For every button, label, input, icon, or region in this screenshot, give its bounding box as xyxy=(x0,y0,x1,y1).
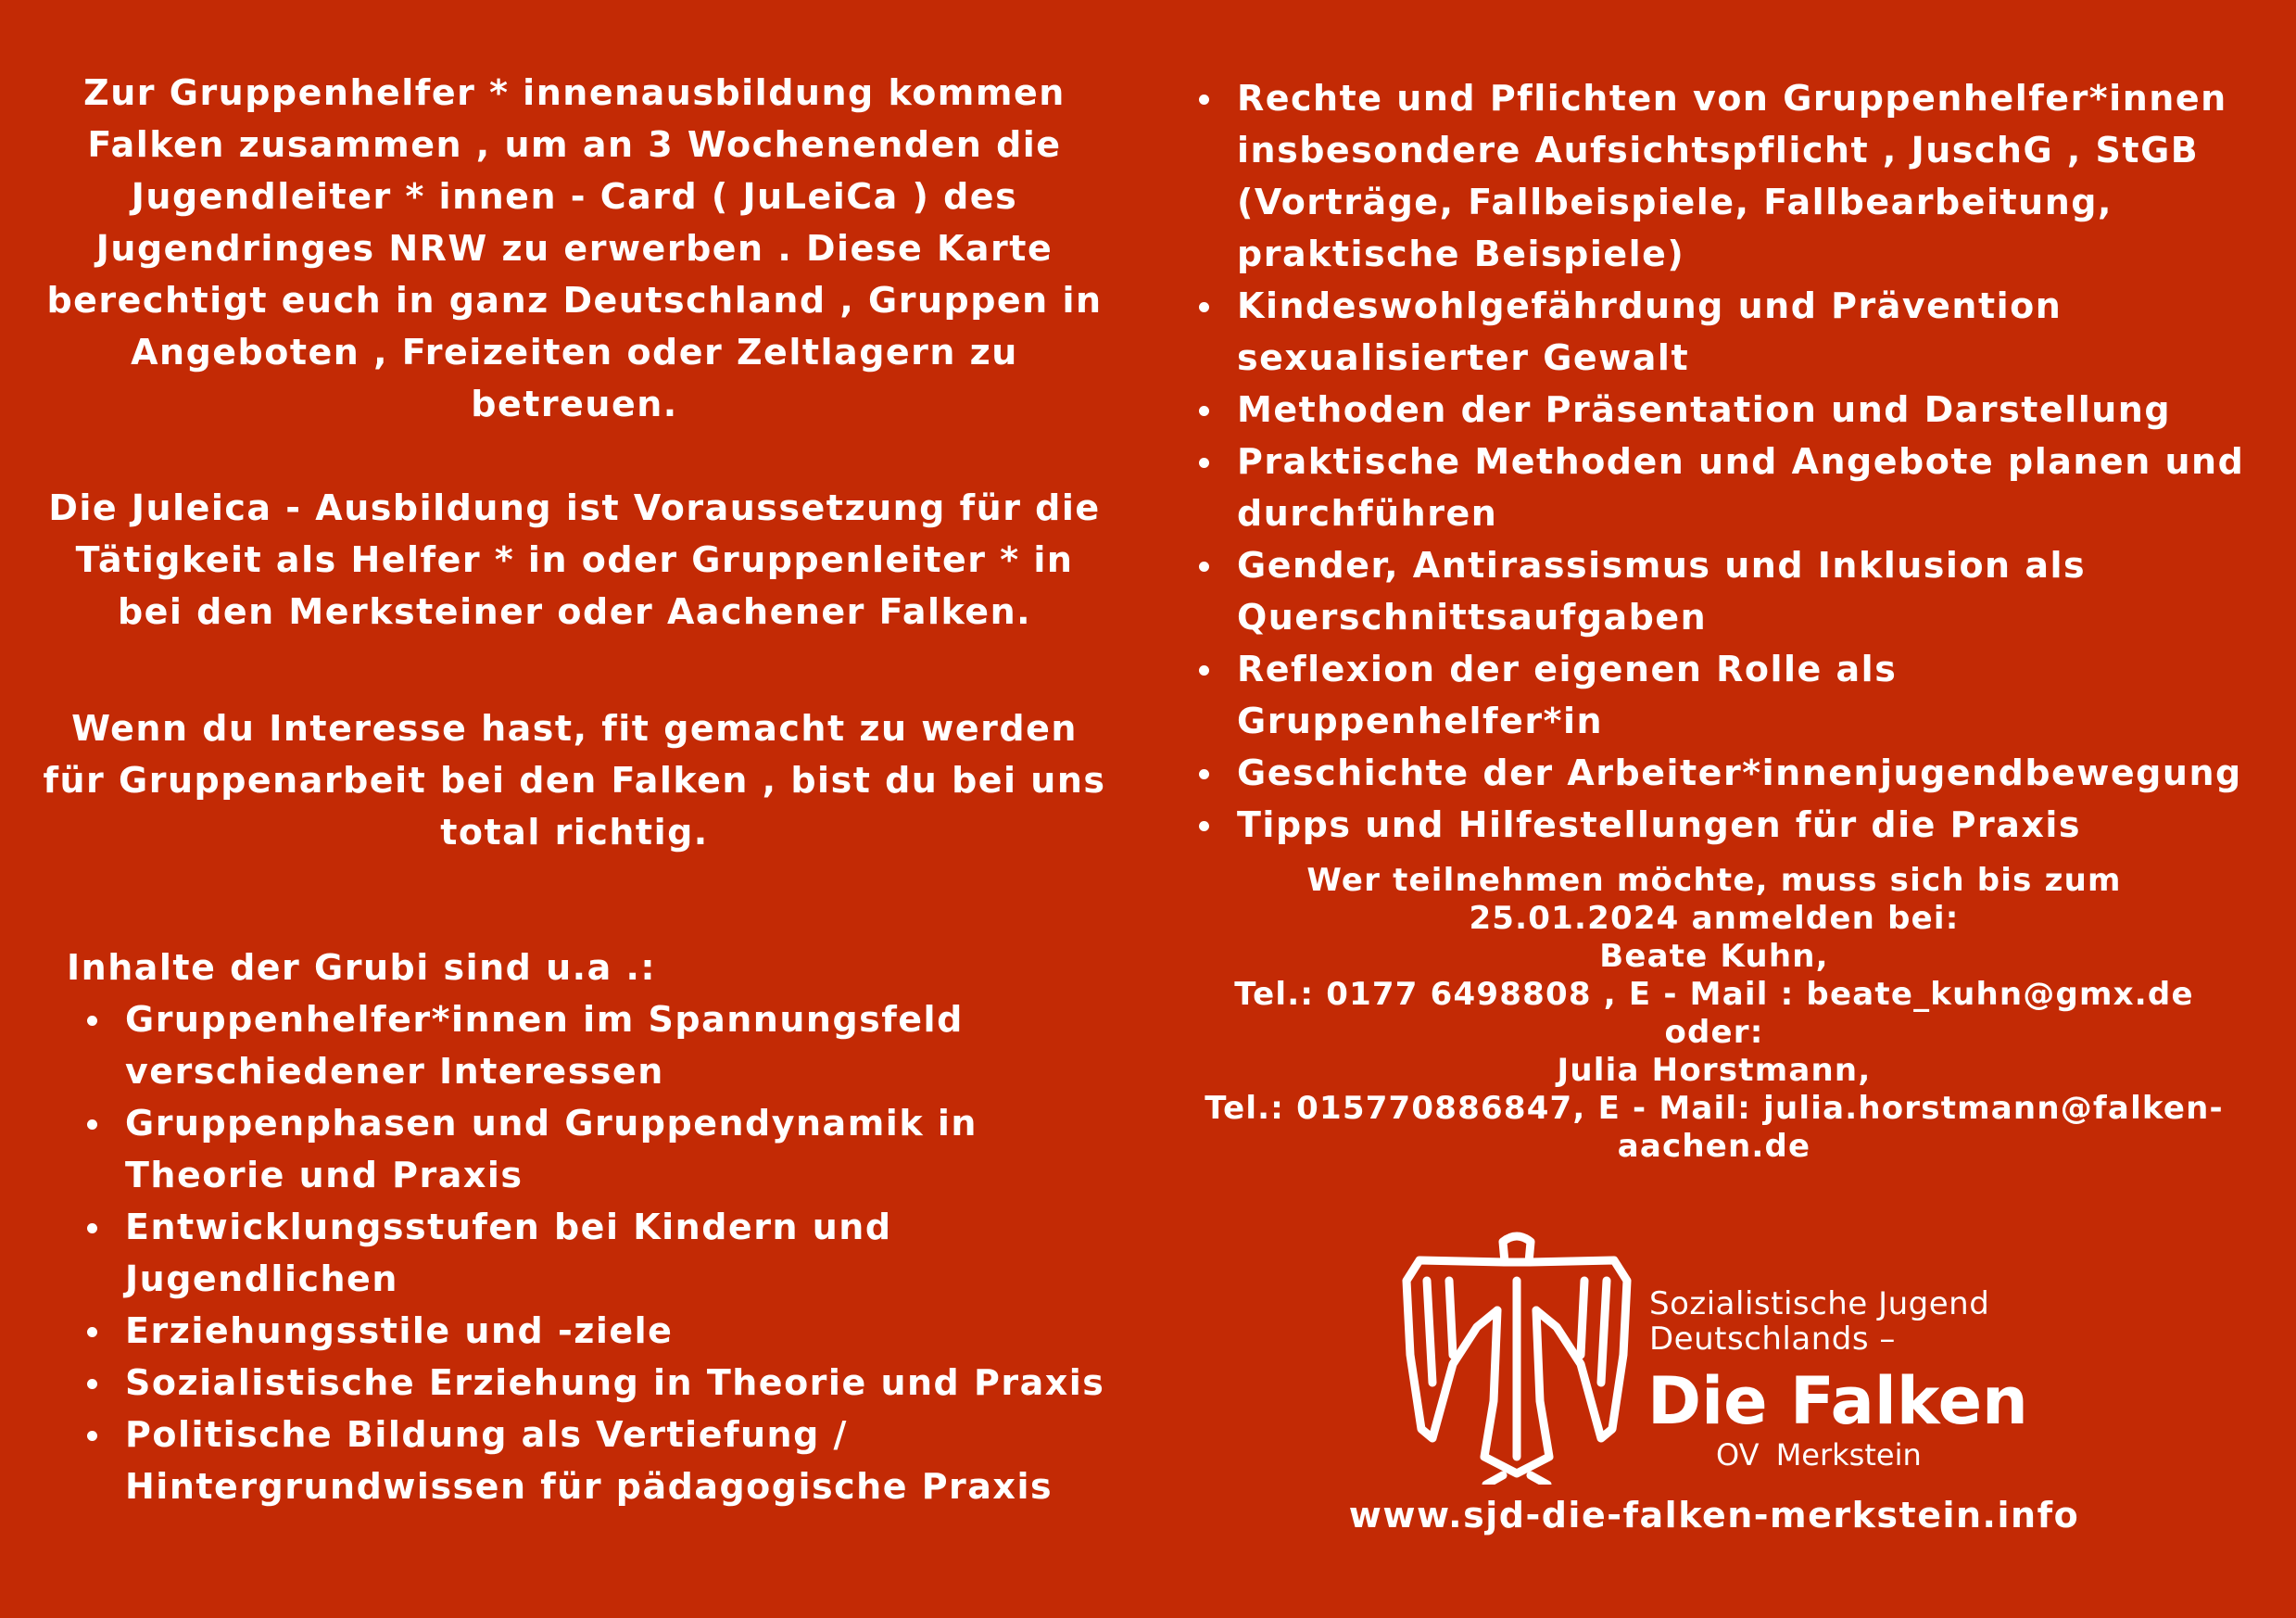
list-item: Geschichte der Arbeiter*innenjugendbewegung xyxy=(1186,747,2270,799)
list-item: Erziehungsstile und -ziele xyxy=(74,1305,1112,1357)
contents-title: Inhalte der Grubi sind u.a .: xyxy=(67,947,657,988)
intro-section xyxy=(37,67,1112,858)
list-item: Gruppenphasen und Gruppendynamik in Theorie und Praxis xyxy=(74,1097,1112,1201)
intro-paragraph-1: Zur Gruppenhelfer * innenausbildung kommen Falken zusammen , um an 3 Wochenenden die Jugendleiter * innen - Card ( JuLeiCa ) des Jugendringes NRW zu erwerben . Diese Karte berechtigt euch in ganz Deutschland , Gruppen in Angeboten , Freizeiten oder Zeltlagern zu betreuen. xyxy=(46,72,1103,424)
contact-block xyxy=(1205,862,2224,1166)
intro-paragraph-3: Wenn du Interesse hast, fit gemacht zu werden für Gruppenarbeit bei den Falken , bist du bei uns total richtig. xyxy=(43,708,1106,853)
contents-list-right xyxy=(1186,72,2270,851)
contact-person-1-details: Tel.: 0177 6498808 , E - Mail : beate_kuhn@gmx.de xyxy=(1234,976,2194,1013)
contents-right-column xyxy=(1186,72,2270,851)
contact-person-2-details: Tel.: 015770886847, E - Mail: julia.horstmann@falken-aachen.de xyxy=(1205,1090,2224,1165)
list-item: Kindeswohlgefährdung und Prävention sexualisierter Gewalt xyxy=(1186,280,2270,384)
contents-list-left xyxy=(74,993,1112,1512)
list-item: Praktische Methoden und Angebote planen und durchführen xyxy=(1186,436,2270,539)
list-item: Reflexion der eigenen Rolle als Gruppenhelfer*in xyxy=(1186,643,2270,747)
list-item: Entwicklungsstufen bei Kindern und Jugendlichen xyxy=(74,1201,1112,1305)
website-link[interactable]: www.sjd-die-falken-merkstein.info xyxy=(1348,1495,2080,1536)
logo-ov: OV Merkstein xyxy=(1716,1437,1922,1473)
list-item: Methoden der Präsentation und Darstellung xyxy=(1186,384,2270,436)
contact-person-1-name: Beate Kuhn, xyxy=(1599,938,1829,975)
list-item: Gruppenhelfer*innen im Spannungsfeld verschiedener Interessen xyxy=(74,993,1112,1097)
list-item: Politische Bildung als Vertiefung / Hintergrundwissen für pädagogische Praxis xyxy=(74,1409,1112,1512)
list-item: Tipps und Hilfestellungen für die Praxis xyxy=(1186,799,2270,851)
list-item: Gender, Antirassismus und Inklusion als Querschnittsaufgaben xyxy=(1186,539,2270,643)
registration-deadline: Wer teilnehmen möchte, muss sich bis zum 25.01.2024 anmelden bei: xyxy=(1306,862,2122,937)
falken-logo xyxy=(1401,1225,2105,1485)
contact-or: oder: xyxy=(1664,1014,1764,1051)
list-item: Rechte und Pflichten von Gruppenhelfer*innen insbesondere Aufsichtspflicht , JuschG , StGB (Vorträge, Fallbeispiele, Fallbearbeitung, praktische Beispiele) xyxy=(1186,72,2270,280)
logo-line-2: Deutschlands – xyxy=(1649,1321,1896,1358)
falcon-icon xyxy=(1401,1225,1633,1485)
logo-line-1: Sozialistische Jugend xyxy=(1649,1285,1990,1322)
logo-name: Die Falken xyxy=(1647,1363,2028,1439)
intro-paragraph-2: Die Juleica - Ausbildung ist Voraussetzung für die Tätigkeit als Helfer * in oder Gruppenleiter * in bei den Merksteiner oder Aachener Falken. xyxy=(48,487,1101,632)
list-item: Sozialistische Erziehung in Theorie und Praxis xyxy=(74,1357,1112,1409)
contact-person-2-name: Julia Horstmann, xyxy=(1557,1052,1872,1089)
